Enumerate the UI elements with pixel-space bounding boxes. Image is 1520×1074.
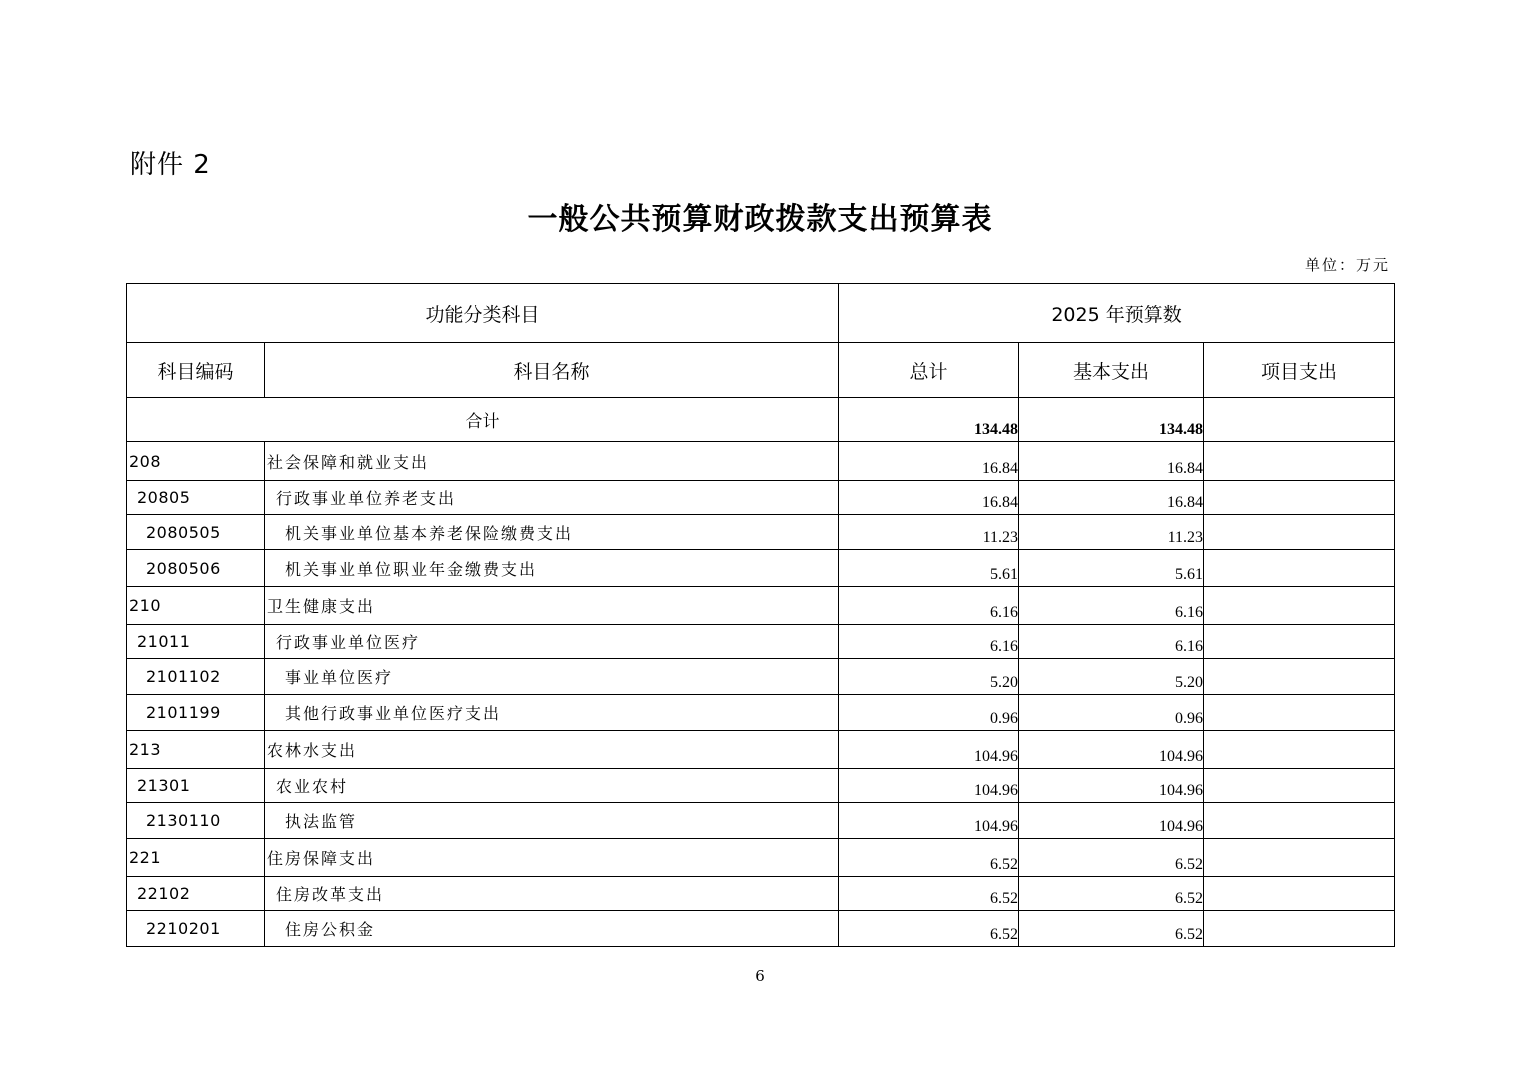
row-project — [1204, 695, 1395, 731]
row-name: 农林水支出 — [265, 731, 839, 769]
row-name: 事业单位医疗 — [265, 659, 839, 695]
row-total: 16.84 — [839, 481, 1019, 515]
row-project — [1204, 659, 1395, 695]
row-code: 2101199 — [127, 695, 265, 731]
row-total: 6.16 — [839, 625, 1019, 659]
row-total: 6.52 — [839, 877, 1019, 911]
row-name: 卫生健康支出 — [265, 587, 839, 625]
row-total: 0.96 — [839, 695, 1019, 731]
header-budget-year: 2025 年预算数 — [839, 284, 1395, 343]
table-row — [127, 442, 1395, 481]
budget-table — [126, 283, 1395, 947]
row-project — [1204, 625, 1395, 659]
row-project — [1204, 769, 1395, 803]
row-code: 213 — [127, 731, 265, 769]
row-project — [1204, 877, 1395, 911]
row-name: 行政事业单位医疗 — [265, 625, 839, 659]
header-code: 科目编码 — [127, 343, 265, 398]
table-row — [127, 911, 1395, 947]
table-row — [127, 877, 1395, 911]
header-total: 总计 — [839, 343, 1019, 398]
row-basic: 16.84 — [1019, 481, 1204, 515]
total-project — [1204, 398, 1395, 442]
row-basic: 6.52 — [1019, 877, 1204, 911]
row-name: 执法监管 — [265, 803, 839, 839]
total-label: 合计 — [127, 398, 839, 442]
row-basic: 5.20 — [1019, 659, 1204, 695]
row-code: 22102 — [127, 877, 265, 911]
row-total: 104.96 — [839, 803, 1019, 839]
table-row — [127, 515, 1395, 550]
row-code: 21011 — [127, 625, 265, 659]
row-total: 5.61 — [839, 550, 1019, 587]
header-function-category: 功能分类科目 — [127, 284, 839, 343]
row-total: 6.52 — [839, 839, 1019, 877]
row-basic: 104.96 — [1019, 803, 1204, 839]
total-row — [127, 398, 1395, 442]
table-row — [127, 803, 1395, 839]
row-project — [1204, 550, 1395, 587]
row-code: 2080506 — [127, 550, 265, 587]
row-basic: 6.16 — [1019, 625, 1204, 659]
row-project — [1204, 731, 1395, 769]
row-code: 2130110 — [127, 803, 265, 839]
row-total: 6.16 — [839, 587, 1019, 625]
header-project: 项目支出 — [1204, 343, 1395, 398]
row-project — [1204, 839, 1395, 877]
row-code: 2210201 — [127, 911, 265, 947]
row-name: 机关事业单位基本养老保险缴费支出 — [265, 515, 839, 550]
row-total: 11.23 — [839, 515, 1019, 550]
page-title: 一般公共预算财政拨款支出预算表 — [527, 202, 993, 237]
table-row — [127, 587, 1395, 625]
table-row — [127, 695, 1395, 731]
total-total: 134.48 — [839, 398, 1019, 442]
row-basic: 11.23 — [1019, 515, 1204, 550]
row-name: 社会保障和就业支出 — [265, 442, 839, 481]
row-total: 6.52 — [839, 911, 1019, 947]
total-basic: 134.48 — [1019, 398, 1204, 442]
row-basic: 5.61 — [1019, 550, 1204, 587]
table-row — [127, 625, 1395, 659]
row-name: 行政事业单位养老支出 — [265, 481, 839, 515]
row-project — [1204, 481, 1395, 515]
header-column-row — [127, 343, 1395, 398]
row-project — [1204, 515, 1395, 550]
row-code: 21301 — [127, 769, 265, 803]
row-name: 住房公积金 — [265, 911, 839, 947]
row-name: 机关事业单位职业年金缴费支出 — [265, 550, 839, 587]
header-group-row — [127, 284, 1395, 343]
row-basic: 104.96 — [1019, 731, 1204, 769]
row-name: 住房改革支出 — [265, 877, 839, 911]
unit-label: 单位：万元 — [1304, 256, 1390, 274]
table-row — [127, 769, 1395, 803]
table-row — [127, 839, 1395, 877]
row-code: 20805 — [127, 481, 265, 515]
row-project — [1204, 442, 1395, 481]
row-basic: 0.96 — [1019, 695, 1204, 731]
table-row — [127, 731, 1395, 769]
row-total: 104.96 — [839, 731, 1019, 769]
row-code: 208 — [127, 442, 265, 481]
row-name: 其他行政事业单位医疗支出 — [265, 695, 839, 731]
row-basic: 6.52 — [1019, 839, 1204, 877]
row-project — [1204, 803, 1395, 839]
row-code: 210 — [127, 587, 265, 625]
row-code: 2080505 — [127, 515, 265, 550]
row-basic: 16.84 — [1019, 442, 1204, 481]
row-total: 5.20 — [839, 659, 1019, 695]
row-total: 104.96 — [839, 769, 1019, 803]
page-number: 6 — [755, 967, 765, 985]
table-row — [127, 481, 1395, 515]
row-basic: 6.16 — [1019, 587, 1204, 625]
row-basic: 104.96 — [1019, 769, 1204, 803]
table-row — [127, 550, 1395, 587]
row-name: 农业农村 — [265, 769, 839, 803]
row-total: 16.84 — [839, 442, 1019, 481]
row-code: 2101102 — [127, 659, 265, 695]
attachment-label: 附件 2 — [130, 150, 211, 180]
row-basic: 6.52 — [1019, 911, 1204, 947]
row-code: 221 — [127, 839, 265, 877]
row-name: 住房保障支出 — [265, 839, 839, 877]
row-project — [1204, 587, 1395, 625]
header-name: 科目名称 — [265, 343, 839, 398]
table-row — [127, 659, 1395, 695]
header-basic: 基本支出 — [1019, 343, 1204, 398]
row-project — [1204, 911, 1395, 947]
